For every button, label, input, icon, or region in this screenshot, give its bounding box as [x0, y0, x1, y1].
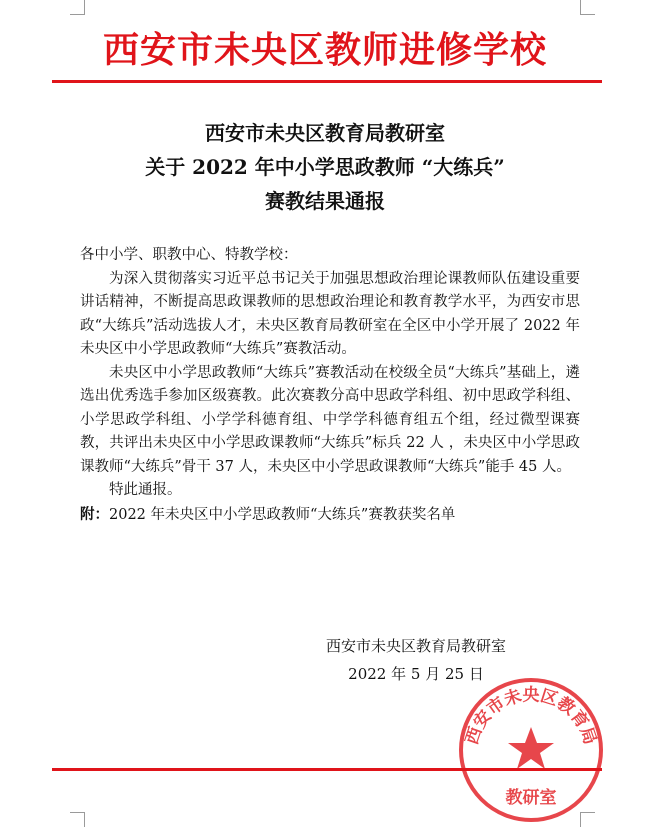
masthead: 西安市未央区教师进修学校	[102, 29, 547, 71]
closing-line: 特此通报。	[109, 482, 182, 498]
attachment-text: 2022 年未央区中小学思政教师“大练兵”赛教获奖名单	[109, 506, 456, 523]
masthead-red-rule	[52, 80, 602, 83]
body-paragraph: 未央区中小学思政教师“大练兵”赛教活动在校级全员“大练兵”基础上，遴选出优秀选手参加区级赛教。此次赛教分高中思政学科组、初中思政学科组、小学思政学科组、小学学科德育组、中学学科德育组五个组，经过微型课赛教，共评出未央区中小学思政课教师“大练兵”标兵 22 人 ，未央区中小学思政课教师“大练兵”骨干 37 人，未央区中小学思政课教师“大练兵”能手 45 人。	[80, 364, 580, 475]
page-corner-mark-top-right	[580, 0, 595, 15]
page-corner-mark-bottom-left	[70, 812, 85, 827]
salutation: 各中小学、职教中心、特教学校：	[80, 247, 298, 263]
page-corner-mark-top-left	[70, 0, 85, 15]
signer-date: 2022 年 5 月 25 日	[348, 665, 484, 683]
official-seal-icon	[456, 675, 606, 825]
footer-red-rule	[52, 768, 602, 771]
seal-bottom-text: 教研室	[505, 788, 557, 808]
document-title-line-2: 关于 2022 年中小学思政教师 “大练兵”	[145, 155, 505, 179]
document-body	[80, 244, 580, 527]
seal-arc-text: 西安市未央区教育局	[462, 685, 600, 748]
body-paragraph: 为深入贯彻落实习近平总书记关于加强思想政治理论课教师队伍建设重要讲话精神，不断提高思政课教师的思想政治理论和教育教学水平，为西安市思政“大练兵”活动选拔人才，未央区教育局教研室在全区中小学开展了 2022 年未央区中小学思政教师“大练兵”赛教活动。	[80, 270, 580, 357]
document-title-line-3: 赛教结果通报	[265, 189, 385, 213]
attachment-label: 附：	[80, 505, 109, 523]
seal-star-icon	[508, 727, 554, 769]
document-title-line-1: 西安市未央区教育局教研室	[205, 121, 445, 145]
signer-org: 西安市未央区教育局教研室	[325, 637, 506, 655]
attachment-line	[80, 503, 580, 528]
